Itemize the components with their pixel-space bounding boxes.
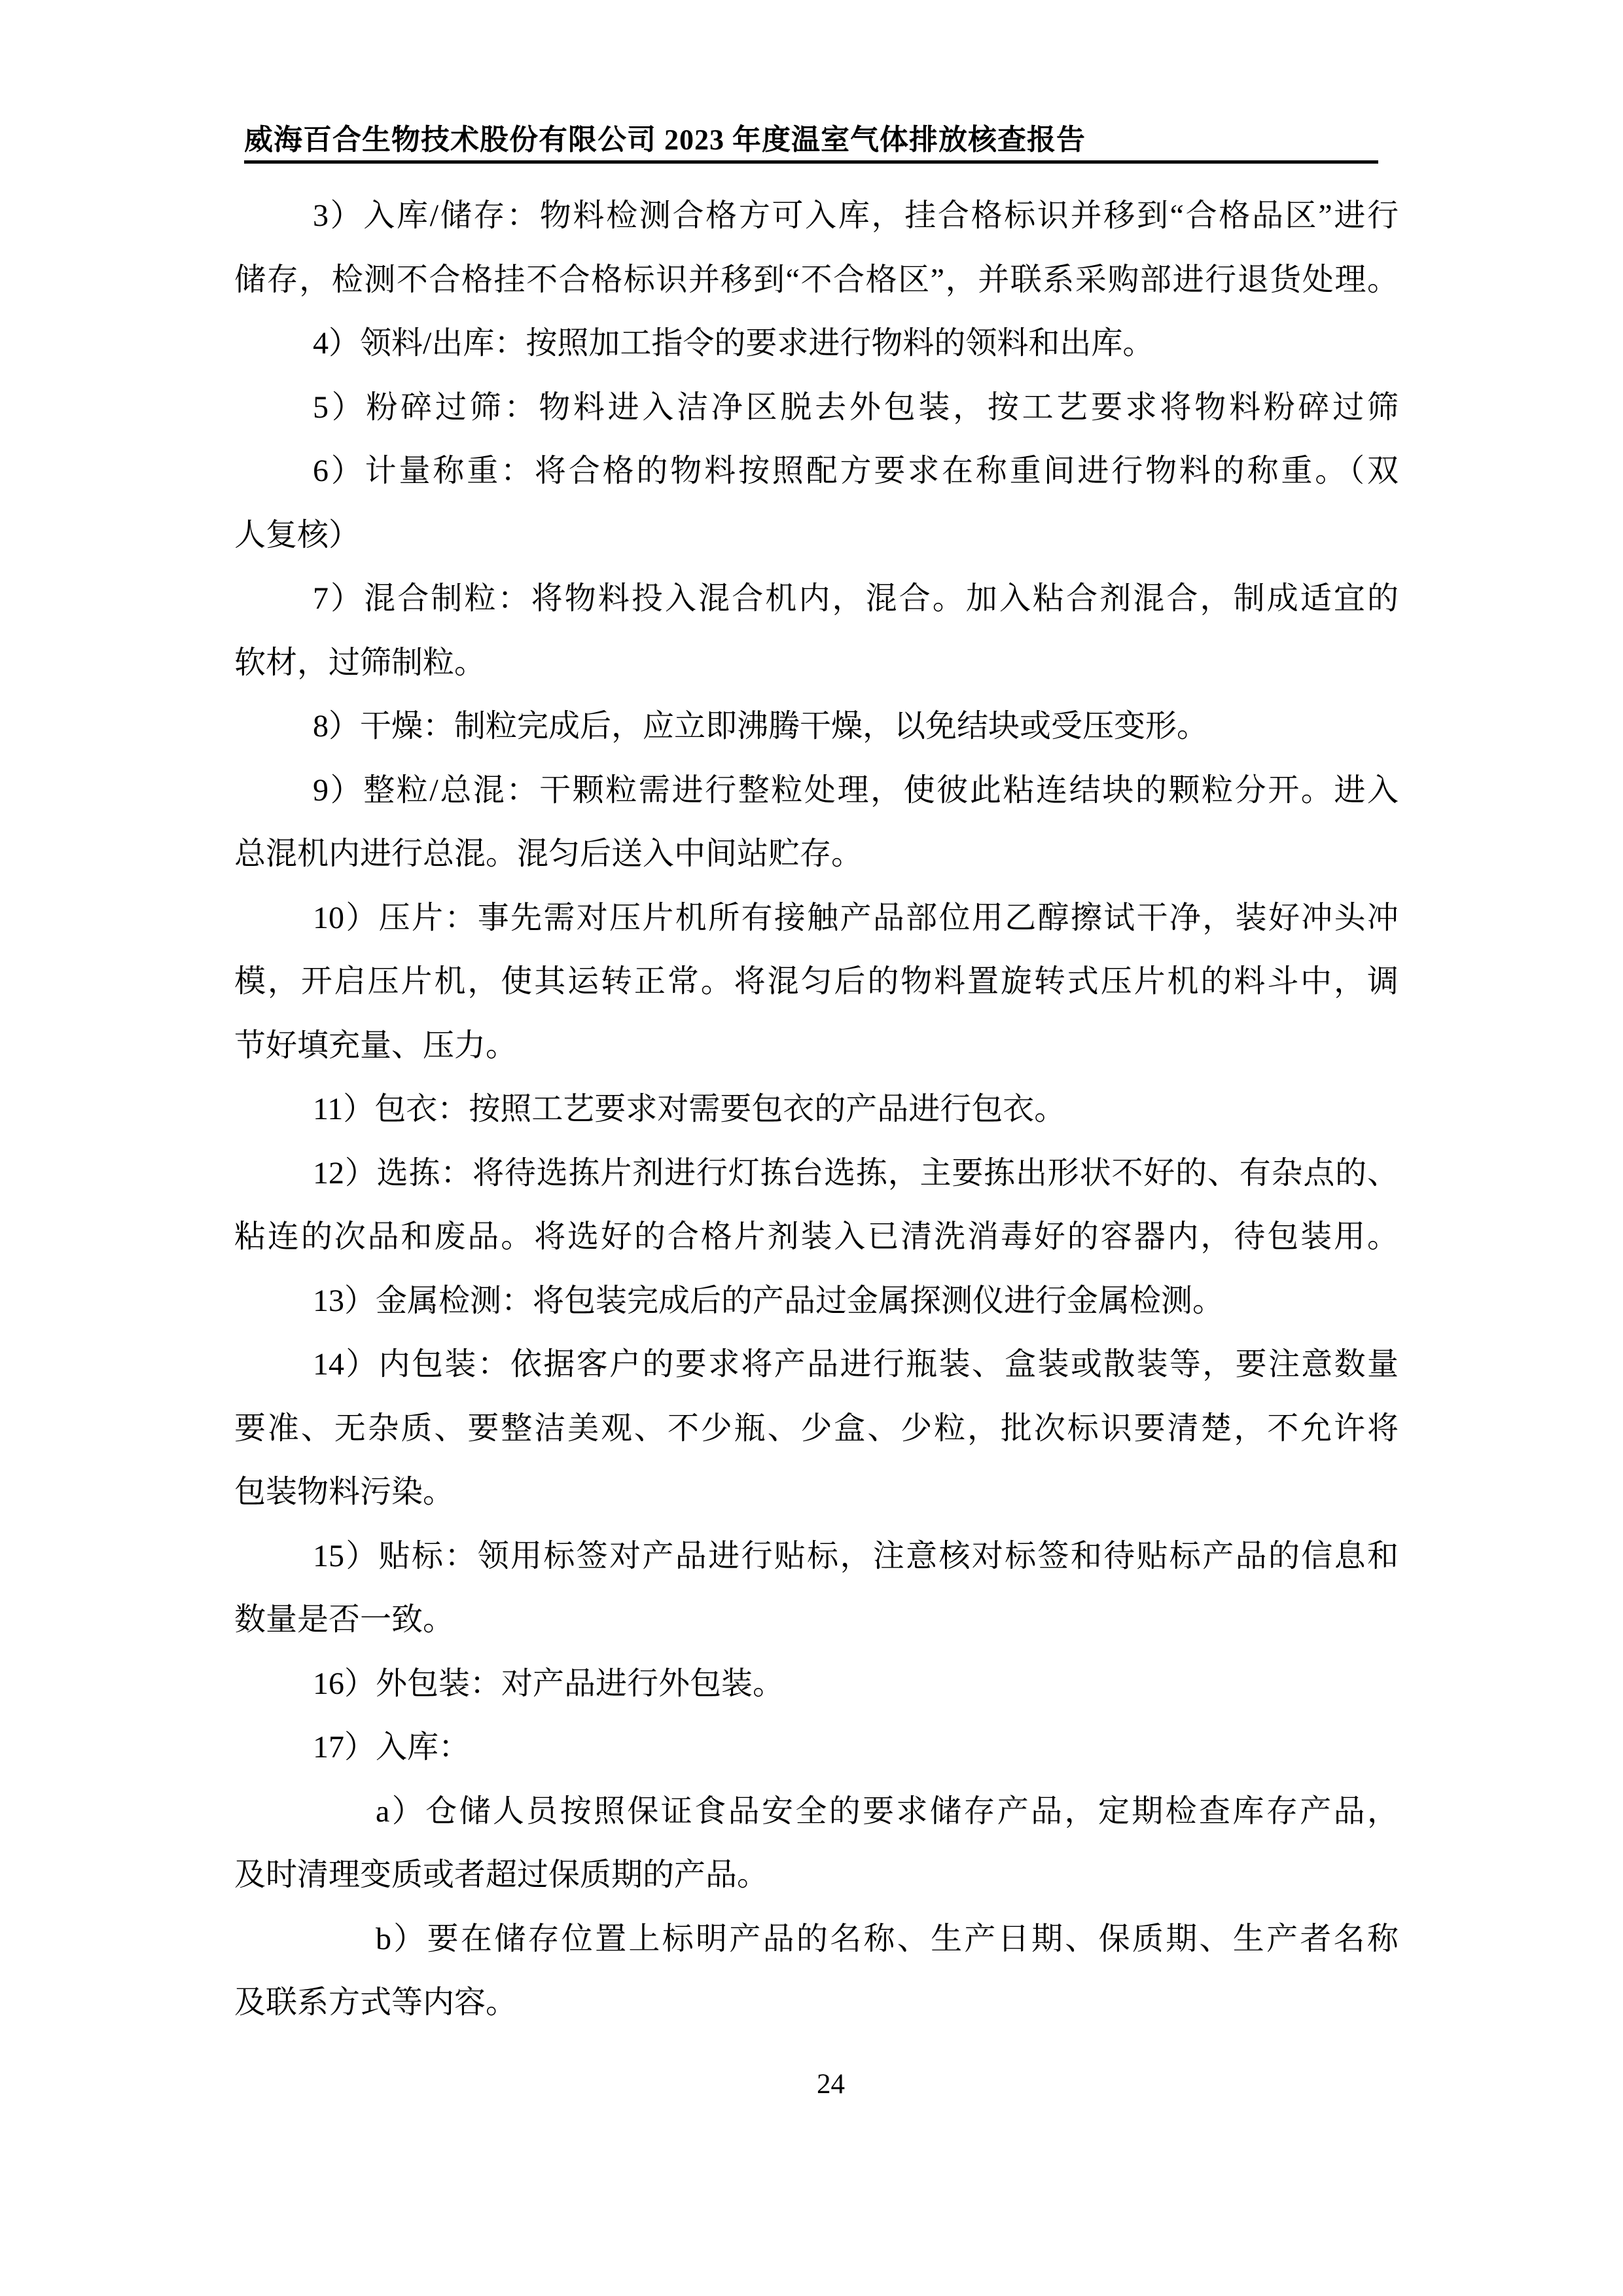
text-line: 16）外包装：对产品进行外包装。 [313,1666,785,1701]
text-line: 3）入库/储存：物料检测合格方可入库，挂合格标识并移到“合格品区”进行 [313,198,1399,233]
text-line: 17）入库： [313,1730,471,1765]
header-title: 威海百合生物技术股份有限公司 2023 年度温室气体排放核查报告 [244,124,1086,156]
text-line: b）要在储存位置上标明产品的名称、生产日期、保质期、生产者名称 [376,1921,1399,1956]
text-line: a）仓储人员按照保证食品安全的要求储存产品，定期检查库存产品， [376,1793,1399,1829]
text-line: 4）领料/出库：按照加工指令的要求进行物料的领料和出库。 [313,326,1154,361]
text-line: 软材，过筛制粒。 [234,645,486,680]
text-line: 及联系方式等内容。 [234,1985,518,2020]
text-line: 粘连的次品和废品。将选好的合格片剂装入已清洗消毒好的容器内，待包装用。 [234,1219,1399,1254]
text-line: 7）混合制粒：将物料投入混合机内，混合。加入粘合剂混合，制成适宜的 [313,581,1399,616]
text-line: 数量是否一致。 [234,1602,455,1637]
text-line: 11）包衣：按照工艺要求对需要包衣的产品进行包衣。 [313,1092,1066,1126]
text-line: 储存，检测不合格挂不合格标识并移到“不合格区”，并联系采购部进行退货处理。 [234,262,1399,297]
page-number: 24 [817,2069,845,2100]
text-line: 15）贴标：领用标签对产品进行贴标，注意核对标签和待贴标产品的信息和 [313,1538,1399,1573]
header-rule [244,160,1378,164]
text-line: 9）整粒/总混：干颗粒需进行整粒处理，使彼此粘连结块的颗粒分开。进入 [313,772,1399,808]
text-line: 8）干燥：制粒完成后，应立即沸腾干燥，以免结块或受压变形。 [313,709,1209,744]
text-line: 14）内包装：依据客户的要求将产品进行瓶装、盒装或散装等，要注意数量 [313,1347,1399,1382]
text-line: 包装物料污染。 [234,1475,455,1509]
text-line: 13）金属检测：将包装完成后的产品过金属探测仪进行金属检测。 [313,1283,1224,1318]
text-line: 6）计量称重：将合格的物料按照配方要求在称重间进行物料的称重。（双 [313,454,1399,488]
text-line: 5）粉碎过筛：物料进入洁净区脱去外包装，按工艺要求将物料粉碎过筛 [313,389,1399,425]
text-line: 要准、无杂质、要整洁美观、不少瓶、少盒、少粒，批次标识要清楚，不允许将 [234,1410,1399,1446]
text-line: 及时清理变质或者超过保质期的产品。 [234,1857,769,1892]
text-line: 模，开启压片机，使其运转正常。将混匀后的物料置旋转式压片机的料斗中，调 [234,964,1399,999]
text-line: 10）压片：事先需对压片机所有接触产品部位用乙醇擦试干净，装好冲头冲 [313,900,1399,935]
text-line: 人复核） [234,517,361,552]
text-line: 节好填充量、压力。 [234,1028,518,1063]
text-line: 总混机内进行总混。混匀后送入中间站贮存。 [234,836,863,871]
body-text [234,184,1399,2035]
text-line: 12）选拣：将待选拣片剂进行灯拣台选拣，主要拣出形状不好的、有杂点的、 [313,1155,1399,1191]
